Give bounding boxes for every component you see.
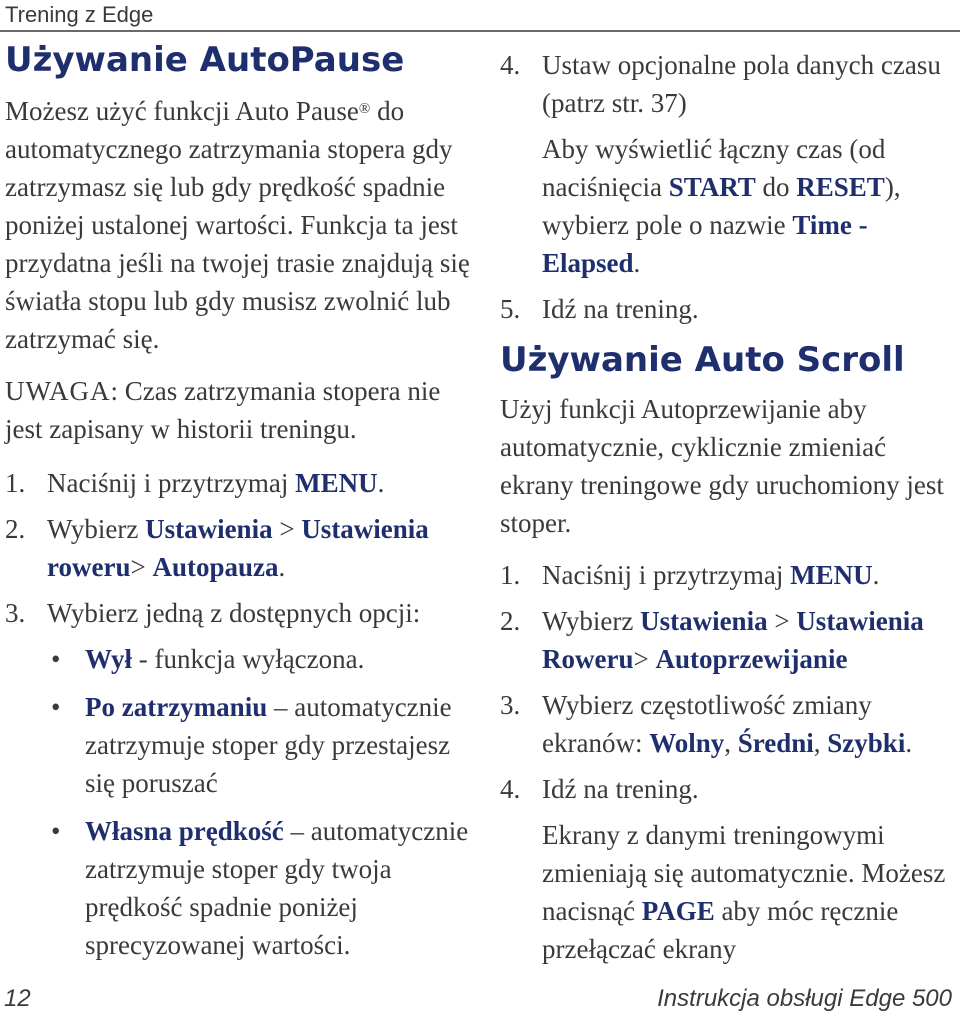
- step-number: 2.: [5, 514, 26, 544]
- menu-keyword: MENU: [790, 560, 873, 590]
- bullet-dot: •: [51, 644, 61, 674]
- step-text: Naciśnij i przytrzymaj: [542, 560, 791, 590]
- step-number: 5.: [500, 294, 521, 324]
- note-text: do: [755, 172, 797, 202]
- autopause-intro: [5, 92, 475, 358]
- settings-keyword: Ustawienia: [640, 606, 768, 636]
- step-5-go-train: [500, 290, 955, 328]
- step-text: .: [278, 552, 286, 582]
- step-text: Wybierz: [542, 606, 641, 636]
- time-elapsed-keyword: Time - Elapsed: [542, 210, 868, 278]
- option-text: - funkcja wyłączona.: [132, 644, 365, 674]
- step-text: Naciśnij i przytrzymaj: [47, 468, 296, 498]
- autoscroll-keyword: Autoprzewijanie: [655, 644, 848, 674]
- note-paragraph: [5, 372, 475, 448]
- note-text: .: [633, 248, 641, 278]
- autopause-heading: Używanie AutoPause: [5, 40, 405, 80]
- note-text: : Czas zatrzymania stopera nie jest zapisany w historii treningu.: [5, 376, 441, 444]
- option-keyword: Własna prędkość: [85, 816, 284, 846]
- step-text: >: [272, 514, 302, 544]
- step-number: 2.: [500, 606, 521, 636]
- note-label: UWAGA: [5, 376, 111, 406]
- right-column: [500, 46, 955, 976]
- step-number: 4.: [500, 50, 521, 80]
- step-text: Wybierz częstotliwość zmiany ekranów:: [542, 690, 872, 758]
- bike-settings-keyword: Ustawienia roweru: [47, 514, 429, 582]
- step-text: Wybierz jedną z dostępnych opcji:: [47, 598, 421, 628]
- note-text: aby móc ręcznie przełączać ekrany: [542, 896, 899, 964]
- page-number: 12: [4, 985, 31, 1012]
- step-number: 1.: [500, 560, 521, 590]
- note-text: Ekrany z danymi treningowymi zmieniają się automatycznie. Możesz nacisnąć: [542, 820, 946, 926]
- menu-keyword: MENU: [295, 468, 378, 498]
- option-off: [5, 640, 475, 678]
- reset-keyword: RESET: [796, 172, 885, 202]
- scroll-step-1: [500, 556, 955, 594]
- step-2: [5, 510, 475, 586]
- fast-keyword: Szybki: [827, 728, 906, 758]
- step-text: ,: [813, 728, 828, 758]
- intro-text-1: Możesz użyć funkcji Auto Pause: [5, 96, 359, 126]
- step-text: Idź na trening.: [542, 774, 699, 804]
- step-number: 4.: [500, 774, 521, 804]
- section-label: Trening z Edge: [5, 2, 154, 27]
- step-text: .: [872, 560, 880, 590]
- scroll-step-4: [500, 770, 955, 808]
- bike-settings-keyword: Ustawienia Roweru: [542, 606, 924, 674]
- step-text: >: [130, 552, 153, 582]
- settings-keyword: Ustawienia: [145, 514, 273, 544]
- step-text: Wybierz: [47, 514, 146, 544]
- step-number: 3.: [5, 598, 26, 628]
- header-bar: [0, 0, 960, 32]
- note-text: Aby wyświetlić łączny czas (od naciśnięcia: [542, 134, 886, 202]
- left-column: [5, 40, 475, 974]
- scroll-step-2: [500, 602, 955, 678]
- bullet-dot: •: [51, 816, 61, 846]
- option-keyword: Wył: [85, 644, 132, 674]
- step-1: [5, 464, 475, 502]
- bullet-dot: •: [51, 692, 61, 722]
- step-4-data-fields: [500, 46, 955, 122]
- step-3: [5, 594, 475, 632]
- manual-title: Instrukcja obsługi Edge 500: [657, 985, 952, 1012]
- step-text: .: [905, 728, 913, 758]
- option-custom-speed: [5, 812, 475, 964]
- autoscroll-heading: Używanie Auto Scroll: [500, 340, 905, 380]
- autoscroll-intro: Użyj funkcji Autoprzewijanie aby automatycznie, cyklicznie zmieniać ekrany treningowe gdy uruchomiony jest stoper.: [500, 394, 944, 538]
- registered-mark: ®: [358, 101, 371, 117]
- step-text: Ustaw opcjonalne pola danych czasu (patrz str. 37): [542, 50, 941, 118]
- page-keyword: PAGE: [641, 896, 715, 926]
- start-keyword: START: [668, 172, 756, 202]
- slow-keyword: Wolny: [649, 728, 725, 758]
- step-number: 3.: [500, 690, 521, 720]
- autopause-keyword: Autopauza: [152, 552, 279, 582]
- step-text: .: [377, 468, 385, 498]
- step-text: Idź na trening.: [542, 294, 699, 324]
- option-text: – automatycznie zatrzymuje stoper gdy twoja prędkość spadnie poniżej sprecyzowanej wartości.: [85, 816, 469, 960]
- step-text: ,: [724, 728, 738, 758]
- medium-keyword: Średni: [737, 728, 814, 758]
- intro-text-2: do automatycznego zatrzymania stopera gdy zatrzymasz się lub gdy prędkość spadnie poniżej ustalonej wartości. Funkcja ta jest przydatna jeśli na twojej trasie znajdują się światła stopu lub gdy musisz zwolnić lub zatrzymać się.: [5, 96, 470, 354]
- step-text: >: [767, 606, 797, 636]
- scroll-step-3: [500, 686, 955, 762]
- step-number: 1.: [5, 468, 26, 498]
- final-note: [500, 816, 955, 968]
- option-when-stopped: [5, 688, 475, 802]
- step-text: >: [633, 644, 656, 674]
- note-text: ), wybierz pole o nazwie: [542, 172, 901, 240]
- option-keyword: Po zatrzymaniu: [85, 692, 268, 722]
- option-text: – automatycznie zatrzymuje stoper gdy przestajesz się poruszać: [85, 692, 452, 798]
- step-4-note: [500, 130, 955, 282]
